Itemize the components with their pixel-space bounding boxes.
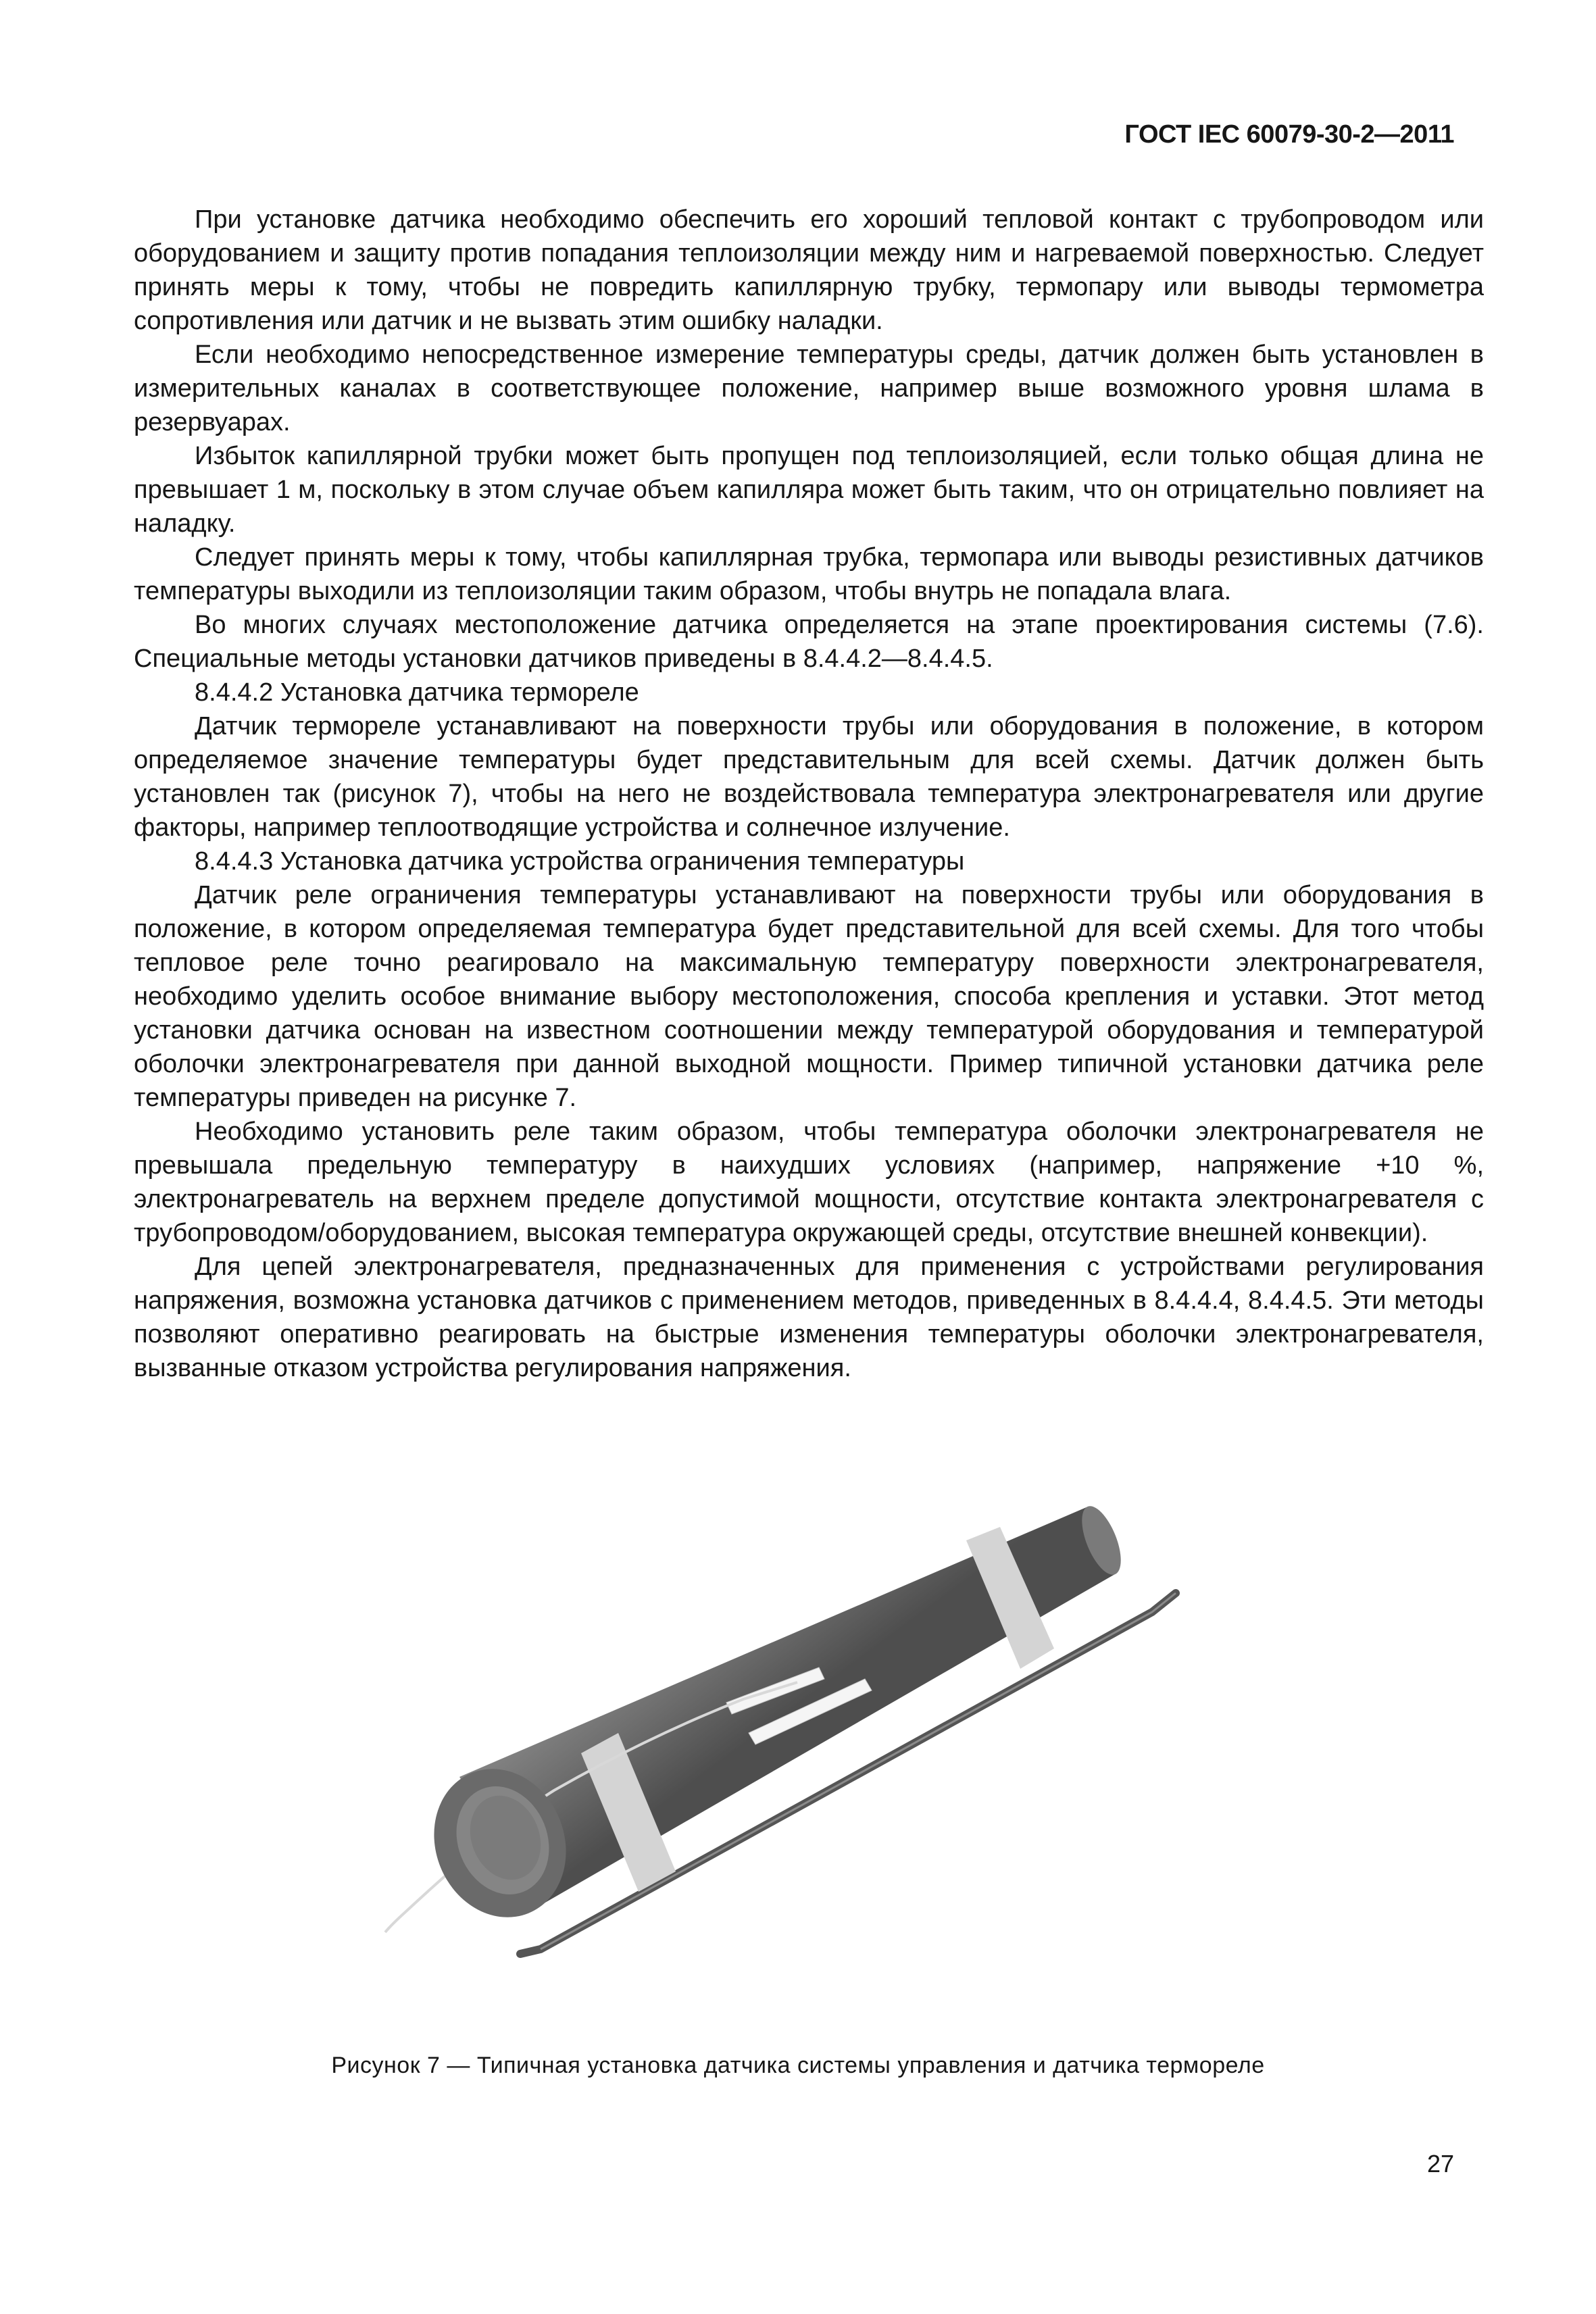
figure-caption: Рисунок 7 — Типичная установка датчика системы управления и датчика термореле	[331, 2053, 1265, 2078]
paragraph: Во многих случаях местоположение датчика определяется на этапе проектирования системы (7.6). Специальные методы установки датчиков приведены в 8.4.4.2—8.4.4.5.	[134, 611, 1484, 673]
paragraph: Если необходимо непосредственное измерение температуры среды, датчик должен быть установлен в измерительных каналах в соответствующее положение, например выше возможного уровня шлама в резервуарах.	[134, 341, 1484, 436]
document-header: ГОСТ IEC 60079-30-2—2011	[1124, 120, 1454, 149]
page-number: 27	[1426, 2150, 1454, 2178]
paragraph: При установке датчика необходимо обеспечить его хороший тепловой контакт с трубопроводом или оборудованием и защиту против попадания теплоизоляции между ним и нагреваемой поверхностью. Следует принять меры к тому, чтобы не повредить капиллярную трубку, термопару или выводы термометра сопротивления или датчик и не вызвать этим ошибку наладки.	[134, 205, 1484, 335]
paragraph: Следует принять меры к тому, чтобы капиллярная трубка, термопара или выводы резистивных датчиков температуры выходили из теплоизоляции таким образом, чтобы внутрь не попадала влага.	[134, 543, 1484, 605]
paragraph: Датчик реле ограничения температуры устанавливают на поверхности трубы или оборудования в положение, в котором определяемая температура будет представительной для всей схемы. Для того чтобы тепловое реле точно реагировало на максимальную температуру поверхности электронагревателя, необходимо уделить особое внимание выбору местоположения, способа крепления и уставки. Этот метод установки датчика основан на известном соотношении между температурой оборудования и температурой оболочки электронагревателя при данной выходной мощности. Пример типичной установки датчика реле температуры приведен на рисунке 7.	[134, 881, 1484, 1112]
paragraph: Избыток капиллярной трубки может быть пропущен под теплоизоляцией, если только общая длина не превышает 1 м, поскольку в этом случае объем капилляра может быть таким, что он отрицательно повлияет на наладку.	[134, 442, 1484, 538]
paragraph: Для цепей электронагревателя, предназначенных для применения с устройствами регулирования напряжения, возможна установка датчиков с применением методов, приведенных в 8.4.4.4, 8.4.4.5. Эти методы позволяют оперативно реагировать на быстрые изменения температуры оболочки электронагревателя, вызванные отказом устройства регулирования напряжения.	[134, 1253, 1484, 1382]
paragraph: Необходимо установить реле таким образом, чтобы температура оболочки электронагревателя не превышала предельную температуру в наихудших условиях (например, напряжение +10 %, электронагреватель на верхнем пределе допустимой мощности, отсутствие контакта электронагревателя с трубопроводом/оборудованием, высокая температура окружающей среды, отсутствие внешней конвекции).	[134, 1117, 1484, 1247]
section-heading: 8.4.4.2 Установка датчика термореле	[195, 678, 639, 707]
body-text	[134, 203, 1484, 1385]
pipe-sensor-figure	[365, 1473, 1189, 2054]
paragraph: Датчик термореле устанавливают на поверхности трубы или оборудования в положение, в котором определяемое значение температуры будет представительным для всей схемы. Датчик должен быть установлен так (рисунок 7), чтобы на него не воздействовала температура электронагревателя или другие факторы, например теплоотводящие устройства и солнечное излучение.	[134, 712, 1484, 842]
section-heading: 8.4.4.3 Установка датчика устройства ограничения температуры	[195, 847, 965, 876]
